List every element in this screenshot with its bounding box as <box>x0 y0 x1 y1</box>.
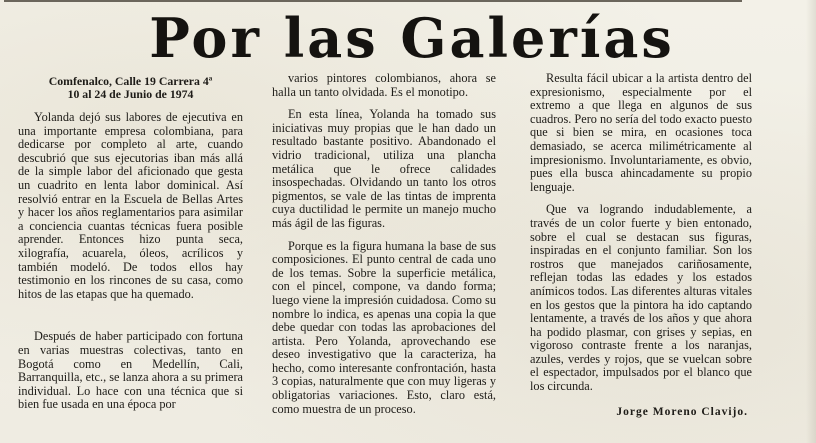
headline: Por las Galerías <box>149 6 675 70</box>
dateline <box>18 75 243 101</box>
dateline-dates: 10 al 24 de Junio de 1974 <box>67 87 194 101</box>
paragraph: Después de haber participado con fortuna en varias muestras colectivas, tanto en Bogotá como en Medellín, Cali, Barranquilla, etc., se lanza ahora a su primera individual. Lo hace con una técnica que si bien fue usada en una época por <box>18 329 243 412</box>
dateline-venue: Comfenalco, Calle 19 Carrera 4ª <box>48 74 213 88</box>
paragraph: Porque es la figura humana la base de sus composiciones. El punto central de cada uno de los temas. Sobre la superficie metálica, con el pincel, compone, va dando forma; luego viene la impresión cuidadosa. Como su nombre lo indica, es apenas una copia la que debe quedar con todas las aprobaciones del artista. Pero Yolanda, aprovechando ese deseo investigativo que la caracteriza, ha hecho, como interesante confrontación, hasta 3 copias, naturalmente que con muy ligeras y obligatorias variaciones. Esto, claro está, como muestra de un proceso. <box>272 238 496 416</box>
paragraph: En esta línea, Yolanda ha tomado sus iniciativas muy propias que le han dado un resultado bastante positivo. Abandonado el vidrio tradicional, utiliza una plancha metálica que le ofrece calidades insospechadas. Olvidando un tanto los otros pigmentos, se vale de las tintas de imprenta cuya ductilidad le permite un manejo mucho más ágil de las figuras. <box>272 107 496 230</box>
paragraph: Que va logrando indudablemente, a través de un color fuerte y bien entonado, sobre el cual se destacan sus figuras, inspiradas en el conjunto familiar. Son los rostros que manejados cariñosamente, reflejan todas las edades y los estados anímicos todos. Las diferentes alturas vitales en los gestos que la pintora ha ido captando lentamente, a través de los años y que ahora ha podido plasmar, con grises y sepias, en vigoroso contraste frente a los naranjas, azules, verdes y rojos, que se vuelcan sobre el espectador, impulsados por el blanco que los circunda. <box>530 202 752 394</box>
paragraph: Yolanda dejó sus labores de ejecutiva en una importante empresa colombiana, para dedicarse por completo al arte, cuando descubrió que sus ejecutorias iban más allá de la simple labor del aficionado que gesta un cuadrito en lenta labor dominical. Así resolvió entrar en la Escuela de Bellas Artes y hacer los años reglamentarios para asimilar a conciencia cuantas técnicas fuera posible aprender. Entonces hizo punta seca, xilografía, acuarela, óleos, acrílicos y también modeló. De todos ellos hay testimonio en los rincones de su casa, como hitos de las etapas que ha quemado. <box>18 110 243 301</box>
article-column-2 <box>272 72 496 425</box>
column-spacer <box>18 310 243 330</box>
paragraph: Resulta fácil ubicar a la artista dentro del expresionismo, especialmente por el extremo a que llega en algunos de sus cuadros. Pero no sería del todo exacto puesto que si bien se mira, en ocasiones toca demasiado, se acerca milimétricamente al impresionismo. Involuntariamente, es obvio, pues ella busca ahincadamente su propio lenguaje. <box>530 71 752 194</box>
byline: Jorge Moreno Clavijo. <box>616 405 748 418</box>
top-rule <box>4 0 742 2</box>
article-column-1 <box>18 72 243 421</box>
paragraph: varios pintores colombianos, ahora se halla un tanto olvidada. Es el monotipo. <box>272 71 496 99</box>
article-column-3 <box>530 72 752 419</box>
